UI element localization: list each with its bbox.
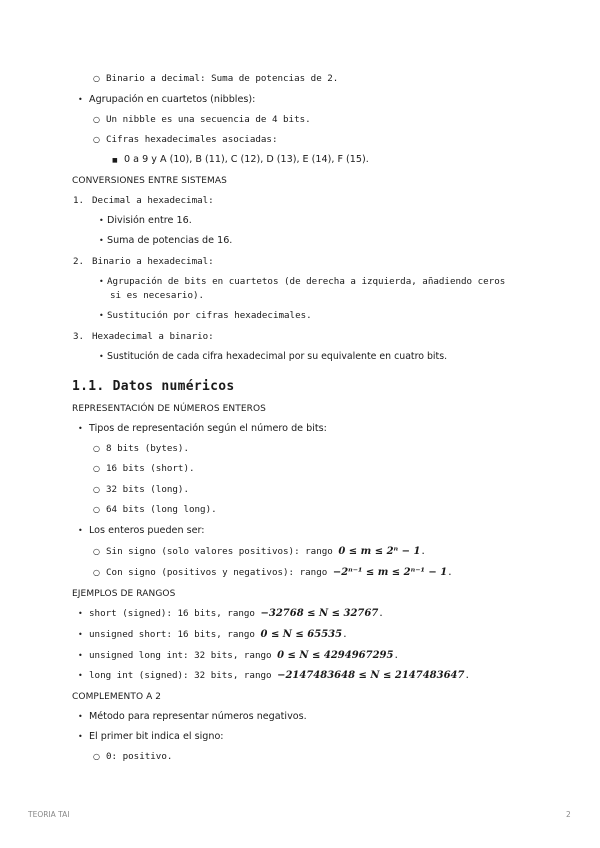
sub-bullet: ○ <box>93 115 100 124</box>
bullet: • <box>99 216 104 225</box>
bullet: • <box>99 352 104 361</box>
bullet: • <box>78 671 83 680</box>
list-number: 3. <box>73 331 85 342</box>
list-number: 1. <box>73 195 85 206</box>
list-item: Binario a hexadecimal: <box>92 256 214 267</box>
list-item: 0 a 9 y A (10), B (11), C (12), D (13), E (14), F (15). <box>124 154 369 165</box>
range-end: . <box>420 546 426 557</box>
list-item: Los enteros pueden ser: <box>89 525 205 536</box>
range-end: . <box>447 567 453 578</box>
list-item: Método para representar números negativos. <box>89 711 307 722</box>
sub-bullet: ○ <box>93 752 100 761</box>
sub-bullet: ○ <box>93 444 100 453</box>
subheading: COMPLEMENTO A 2 <box>72 692 162 702</box>
example-text: unsigned short: 16 bits, rango <box>89 629 255 640</box>
example-text: short (signed): 16 bits, rango <box>89 608 255 619</box>
sub-bullet: ○ <box>93 485 100 494</box>
example-item <box>89 608 384 620</box>
bullet: • <box>78 609 83 618</box>
example-formula: 0 ≤ N ≤ 65535 <box>260 629 343 640</box>
square-bullet: ■ <box>112 157 118 164</box>
sub-bullet: ○ <box>93 568 100 577</box>
example-item <box>89 670 470 682</box>
sub-bullet: ○ <box>93 464 100 473</box>
list-item: Agrupación en cuartetos (nibbles): <box>89 94 256 105</box>
subheading: CONVERSIONES ENTRE SISTEMAS <box>72 176 227 186</box>
range-text: Sin signo (solo valores positivos): rango <box>106 546 333 557</box>
sub-bullet: ○ <box>93 547 100 556</box>
bullet: • <box>99 236 104 245</box>
range-formula: 0 ≤ m ≤ 2ⁿ − 1 <box>338 546 421 557</box>
example-formula: 0 ≤ N ≤ 4294967295 <box>277 650 394 661</box>
bullet: • <box>78 630 83 639</box>
list-item: 0: positivo. <box>106 751 173 762</box>
example-end: . <box>378 608 384 619</box>
example-end: . <box>342 629 348 640</box>
bullet: • <box>99 311 104 320</box>
range-formula: −2ⁿ⁻¹ ≤ m ≤ 2ⁿ⁻¹ − 1 <box>332 567 448 578</box>
page-number: 2 <box>566 810 571 819</box>
bullet: • <box>78 424 83 433</box>
example-text: unsigned long int: 32 bits, rango <box>89 650 272 661</box>
list-item: 32 bits (long). <box>106 484 189 495</box>
example-item <box>89 650 399 662</box>
footer-title: TEORIA TAI <box>28 810 70 819</box>
list-item: 64 bits (long long). <box>106 504 217 515</box>
subheading: EJEMPLOS DE RANGOS <box>72 589 176 599</box>
bullet: • <box>78 651 83 660</box>
bullet: • <box>78 712 83 721</box>
list-item: Hexadecimal a binario: <box>92 331 214 342</box>
example-text: long int (signed): 32 bits, rango <box>89 670 272 681</box>
bullet: • <box>99 277 104 286</box>
list-item: Binario a decimal: Suma de potencias de 2. <box>106 73 339 84</box>
list-item: Agrupación de bits en cuartetos (de derecha a izquierda, añadiendo ceros <box>107 276 506 287</box>
section-title: 1.1. Datos numéricos <box>72 379 235 394</box>
sub-bullet: ○ <box>93 74 100 83</box>
list-item: 8 bits (bytes). <box>106 443 189 454</box>
bullet: • <box>78 95 83 104</box>
list-number: 2. <box>73 256 85 267</box>
list-item: El primer bit indica el signo: <box>89 731 224 742</box>
list-item-range-signed <box>106 567 453 579</box>
list-item: Cifras hexadecimales asociadas: <box>106 134 278 145</box>
list-item-range-unsigned <box>106 546 426 558</box>
bullet: • <box>78 732 83 741</box>
list-item: Sustitución por cifras hexadecimales. <box>107 310 312 321</box>
list-item: Un nibble es una secuencia de 4 bits. <box>106 114 311 125</box>
example-formula: −2147483648 ≤ N ≤ 2147483647 <box>277 670 465 681</box>
range-text: Con signo (positivos y negativos): rango <box>106 567 328 578</box>
bullet: • <box>78 526 83 535</box>
list-item-continuation: si es necesario). <box>110 290 205 301</box>
subheading: REPRESENTACIÓN DE NÚMEROS ENTEROS <box>72 404 266 414</box>
sub-bullet: ○ <box>93 135 100 144</box>
list-item: Sustitución de cada cifra hexadecimal por su equivalente en cuatro bits. <box>107 351 448 362</box>
example-end: . <box>464 670 471 681</box>
list-item: Decimal a hexadecimal: <box>92 195 214 206</box>
example-end: . <box>393 650 400 661</box>
list-item: Tipos de representación según el número de bits: <box>89 423 327 434</box>
list-item: 16 bits (short). <box>106 463 195 474</box>
example-formula: −32768 ≤ N ≤ 32767 <box>260 608 379 619</box>
list-item: Suma de potencias de 16. <box>107 235 233 246</box>
sub-bullet: ○ <box>93 505 100 514</box>
list-item: División entre 16. <box>107 215 192 226</box>
example-item <box>89 629 348 641</box>
